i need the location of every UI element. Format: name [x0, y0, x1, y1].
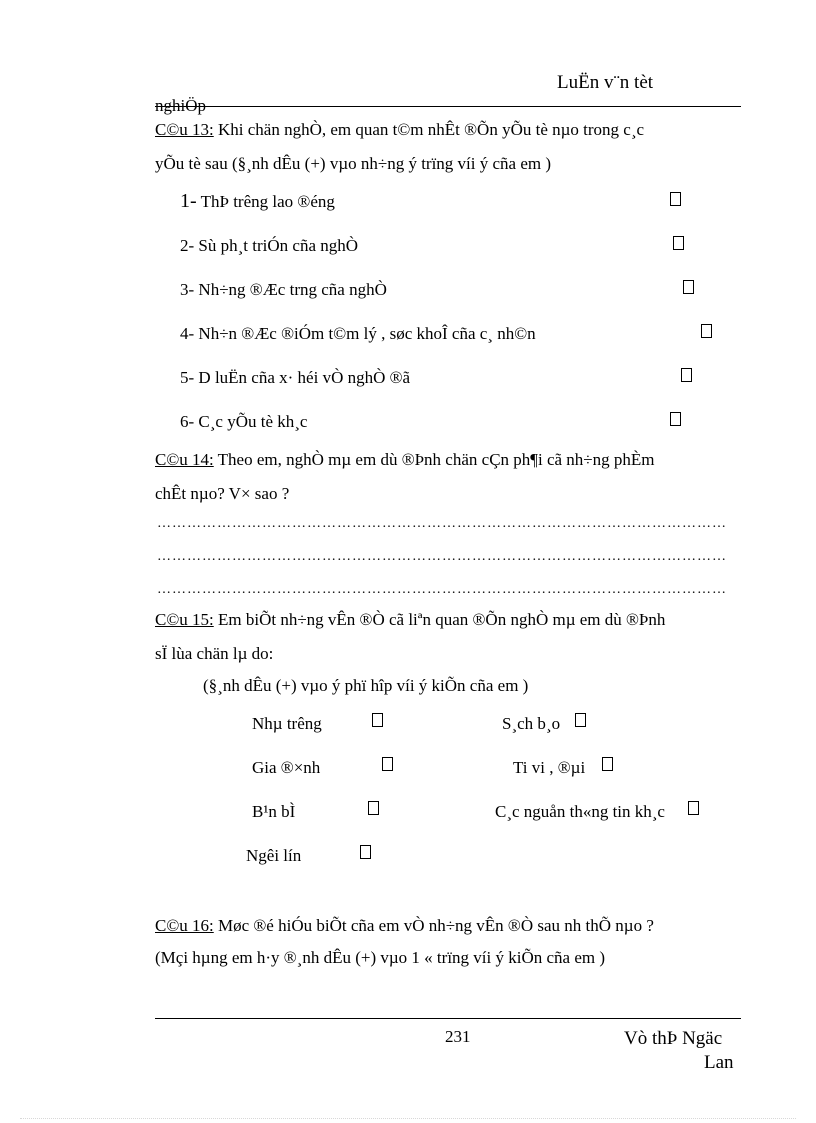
q13-item-2-text: Sù ph¸t triÓn cña nghÒ [198, 236, 359, 255]
q15-label: C©u 15: [155, 610, 214, 629]
page-edge-divider [20, 1118, 796, 1119]
page-number: 231 [445, 1027, 471, 1046]
q16-line1 [155, 916, 654, 936]
q13-item-4-num: 4- [180, 324, 195, 343]
q15-option-checkbox[interactable] [688, 801, 699, 815]
q15-option-label: Ngêi lín [246, 846, 302, 865]
q13-item-4 [180, 324, 536, 344]
q16-label: C©u 16: [155, 916, 214, 935]
q15-option-label: B¹n bÌ [252, 802, 296, 821]
q13-item-5-text: D luËn cña x· héi vÒ nghÒ ®ã [198, 368, 411, 387]
q13-line1 [155, 120, 644, 140]
q15-option-checkbox[interactable] [575, 713, 586, 727]
q15-option-checkbox[interactable] [368, 801, 379, 815]
q13-item-1 [180, 190, 335, 213]
q13-item-3-num: 3- [180, 280, 195, 299]
q15-option-label: C¸c nguån th«ng tin kh¸c [495, 802, 665, 821]
q15-option-checkbox[interactable] [602, 757, 613, 771]
q13-item-5-num: 5- [180, 368, 195, 387]
q13-item-3 [180, 280, 387, 300]
header-rule [155, 106, 741, 107]
q15-option-checkbox[interactable] [382, 757, 393, 771]
q14-text-line2: chÊt nµo? V× sao ? [155, 484, 290, 503]
q14-text-line1: Theo em, nghÒ mµ em dù ®Þnh chän cÇn ph¶i cã nh÷ng phÈm [213, 450, 655, 469]
q14-answer-line-1[interactable]: …………………………………………………………………………………………………… [157, 516, 727, 531]
q15-option-label: Nhµ trêng [252, 714, 322, 733]
footer-author-line2: Lan [704, 1052, 734, 1073]
q13-item-3-text: Nh÷ng ®Æc trng cña nghÒ [198, 280, 387, 299]
q13-item-6 [180, 412, 307, 432]
q13-item-2-num: 2- [180, 236, 195, 255]
q13-item-4-text: Nh÷n ®Æc ®iÓm t©m lý , søc khoÎ cña c¸ nh©n [198, 324, 536, 343]
q13-item-5-checkbox[interactable] [681, 368, 692, 382]
q15-option-checkbox[interactable] [360, 845, 371, 859]
q13-label: C©u 13: [155, 120, 214, 139]
q13-item-6-checkbox[interactable] [670, 412, 681, 426]
q15-line1 [155, 610, 665, 630]
footer-rule [155, 1018, 741, 1019]
q15-option-checkbox[interactable] [372, 713, 383, 727]
q13-item-6-text: C¸c yÕu tè kh¸c [198, 412, 308, 431]
q13-text-line2: yÕu tè sau (§¸nh dÊu (+) vµo nh÷ng ý trïng víi ý cña em ) [155, 154, 552, 173]
q15-instruction: (§¸nh dÊu (+) vµo ý phï hîp víi ý kiÕn cña em ) [203, 676, 529, 695]
q14-answer-line-3[interactable]: …………………………………………………………………………………………………… [157, 582, 727, 597]
q13-item-1-checkbox[interactable] [670, 192, 681, 206]
footer-author-line1: Vò thÞ Ngäc [624, 1028, 723, 1049]
q13-item-5 [180, 368, 410, 388]
q13-item-6-num: 6- [180, 412, 195, 431]
q15-text-line1: Em biÕt nh÷ng vÊn ®Ò cã liªn quan ®Õn nghÒ mµ em dù ®Þnh [213, 610, 666, 629]
q15-text-line2: sÏ lùa chän lµ do: [155, 644, 274, 663]
q13-item-1-text: ThÞ trêng lao ®éng [200, 192, 335, 211]
q15-option-label: Ti vi , ®µi [513, 758, 586, 777]
q13-item-2-checkbox[interactable] [673, 236, 684, 250]
header-title-line2: nghiÖp [155, 96, 206, 115]
q14-line1 [155, 450, 655, 470]
q13-item-2 [180, 236, 358, 256]
q16-text-line1: Møc ®é hiÓu biÕt cña em vÒ nh÷ng vÊn ®Ò sau nh thÕ nµo ? [213, 916, 654, 935]
q13-text-line1: Khi chän nghÒ, em quan t©m nhÊt ®Õn yÕu tè nµo trong c¸c [213, 120, 645, 139]
q14-answer-line-2[interactable]: …………………………………………………………………………………………………… [157, 549, 727, 564]
q16-text-line2: (Mçi hµng em h·y ®¸nh dÊu (+) vµo 1 « trïng víi ý kiÕn cña em ) [155, 948, 606, 967]
q13-item-4-checkbox[interactable] [701, 324, 712, 338]
q15-option-label: S¸ch b¸o [502, 714, 561, 733]
q15-option-label: Gia ®×nh [252, 758, 321, 777]
header-title-line1: LuËn v¨n tèt [557, 72, 654, 93]
q13-item-3-checkbox[interactable] [683, 280, 694, 294]
q14-label: C©u 14: [155, 450, 214, 469]
q13-item-1-num: 1- [180, 190, 197, 212]
